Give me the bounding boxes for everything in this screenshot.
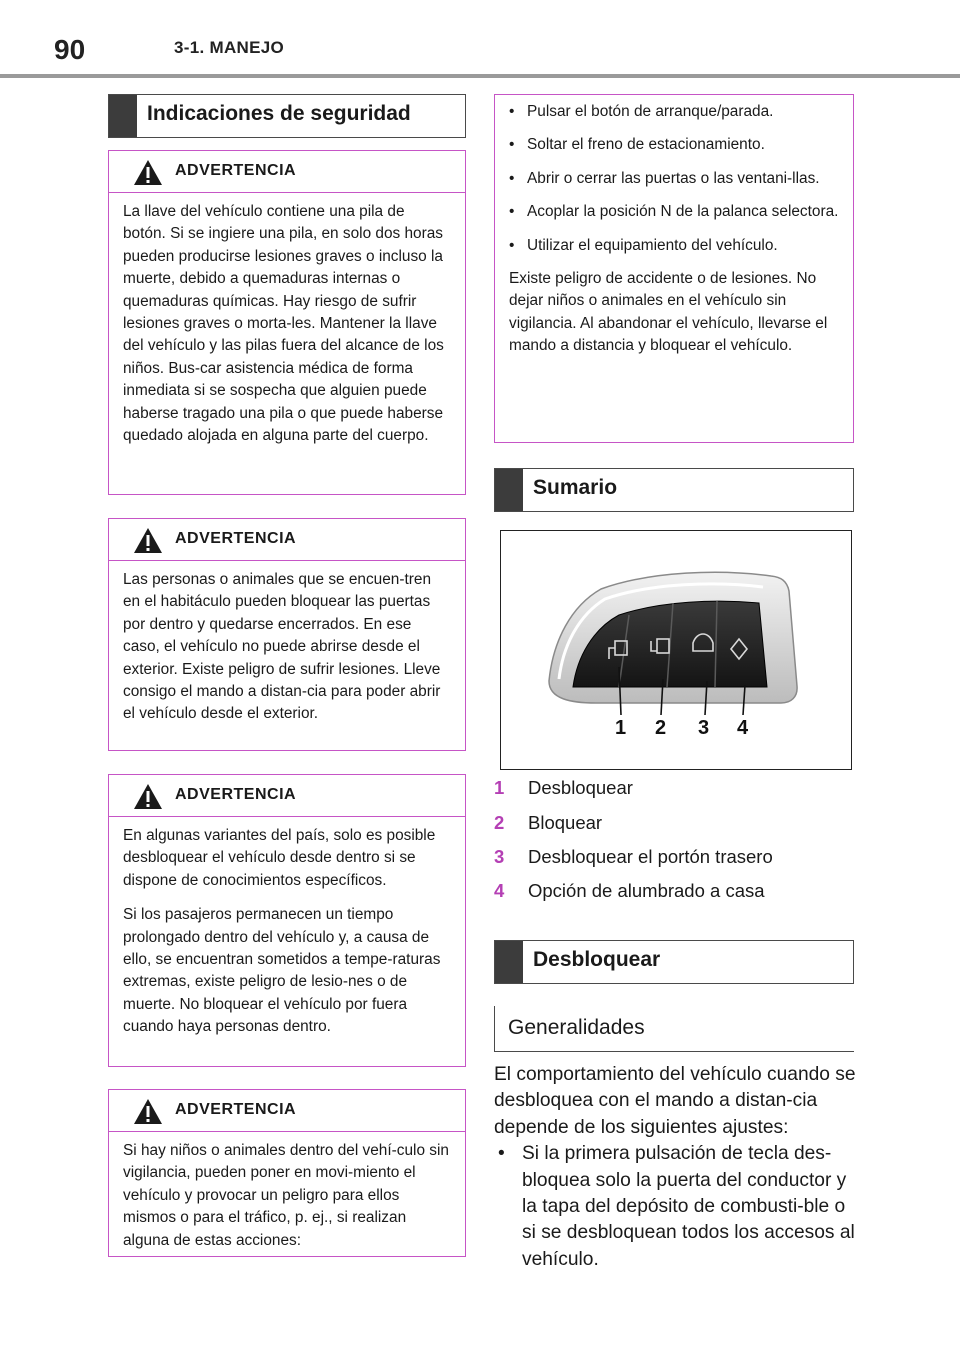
legend-item [494,777,874,801]
list-item: • Si la primera pulsación de tecla des-bloquea solo la puerta del conductor y la tapa del depósito de combusti-ble o si se desbloquean todos los accesos al vehículo. [498,1143,855,1270]
list-item: • Abrir o cerrar las puertas o las ventani-llas. [509,169,820,187]
warning-text: La llave del vehículo contiene una pila de botón. Si se ingiere una pila, en solo dos horas pueden producirse lesiones graves o incluso la muerte, debido a quemaduras internas o quemaduras químicas. Hay riesgo de sufrir lesiones graves o morta-les. Mantener la llave del vehículo y las pilas fuera del alcance de los niños. Bus-car asistencia médica de forma inmediata si se sospecha que alguien puede haberse tragado una pila o que puede haberse quedado alojada en alguna parte del cuerpo. [123,203,444,445]
warning-header [109,1090,465,1132]
page-header [0,0,960,78]
callout-label-1: 1 [615,717,627,739]
warning-title: ADVERTENCIA [175,1101,297,1118]
warning-body [109,817,465,1045]
legend-text: Desbloquear el portón trasero [528,846,773,867]
warning-text: En algunas variantes del país, solo es posible desbloquear el vehículo desde dentro si se dispone de conocimientos específicos. [123,827,436,889]
warning-text: Las personas o animales que se encuen-tren en el habitáculo pueden bloquear las puertas por dentro y quedarse encerrados. En ese caso, el vehículo no puede abrirse desde el exterior. Existe peligro de sufrir lesiones. Lleve consigo el mando a distan-cia para poder abrir el vehículo desde el exterior. [123,571,441,723]
warning-continued-box [494,94,854,443]
warning-box-2 [108,518,466,751]
legend-number: 2 [494,812,505,833]
warning-body [109,1132,465,1258]
section-heading-unlock [494,940,854,984]
legend-number: 4 [494,880,505,901]
callout-label-2: 2 [655,717,667,739]
chapter-title: 3-1. MANEJO [174,38,285,57]
warning-title: ADVERTENCIA [175,786,297,803]
warning-triangle-icon [133,783,163,810]
legend-item [494,846,874,870]
warning-header [109,519,465,561]
key-fob-figure [500,530,852,770]
section-bar [495,469,523,511]
warning-triangle-icon [133,1098,163,1125]
section-title: Desbloquear [533,948,661,971]
warning-title: ADVERTENCIA [175,162,297,179]
list-item: • Acoplar la posición N de la palanca selectora. [509,203,839,221]
callout-label-4: 4 [737,717,749,739]
warning-triangle-icon [133,159,163,186]
list-item: • Pulsar el botón de arranque/parada. [509,103,774,120]
section-title: Sumario [533,476,618,499]
warning-closing-text: Existe peligro de accidente o de lesiones. No dejar niños o animales en el vehículo sin vigilancia. Al abandonar el vehículo, llevarse el mando a distancia y bloquear el vehículo. [509,270,828,355]
subheading-title: Generalidades [508,1016,645,1039]
page-number: 90 [54,34,86,65]
warning-text: Si hay niños o animales dentro del vehí-culo sin vigilancia, pueden poner en movi-miento el vehículo y provocar un peligro para ellos mismos o para el tráfico, p. ej., si realizan alguna de estas acciones: [123,1142,449,1249]
section-heading-safety [108,94,466,138]
callout-label-3: 3 [698,717,710,739]
paragraph: El comportamiento del vehículo cuando se desbloquea con el mando a distan-cia depende de los siguientes ajustes: [494,1064,856,1138]
subheading-general [494,1006,854,1052]
section-title: Indicaciones de seguridad [147,102,411,125]
warning-box-1 [108,150,466,495]
warning-text: Si los pasajeros permanecen un tiempo prolongado dentro del vehículo y, a causa de ello, se encuentran sometidos a tempe-raturas extremas, existe peligro de lesio-nes o de muerte. No bloquear el vehículo por fuera cuando haya personas dentro. [123,906,441,1036]
legend-text: Desbloquear [528,777,633,798]
warning-body [109,561,465,732]
legend-number: 1 [494,777,505,798]
legend-item [494,812,874,836]
header-rule [0,74,960,78]
list-item: • Soltar el freno de estacionamiento. [509,136,765,154]
legend-text: Bloquear [528,812,603,833]
list-item: • Utilizar el equipamiento del vehículo. [509,236,778,254]
warning-header [109,775,465,817]
warning-title: ADVERTENCIA [175,530,297,547]
warning-header [109,151,465,193]
section-bar [109,95,137,137]
warning-body [109,193,465,453]
key-fob-illustration [501,531,851,769]
warning-box-4 [108,1089,466,1257]
legend-item [494,880,874,904]
warning-triangle-icon [133,527,163,554]
unlock-body [494,1062,860,1273]
warning-box-3 [108,774,466,1067]
legend-number: 3 [494,846,505,867]
section-bar [495,941,523,983]
section-heading-summary [494,468,854,512]
legend-text: Opción de alumbrado a casa [528,880,765,901]
